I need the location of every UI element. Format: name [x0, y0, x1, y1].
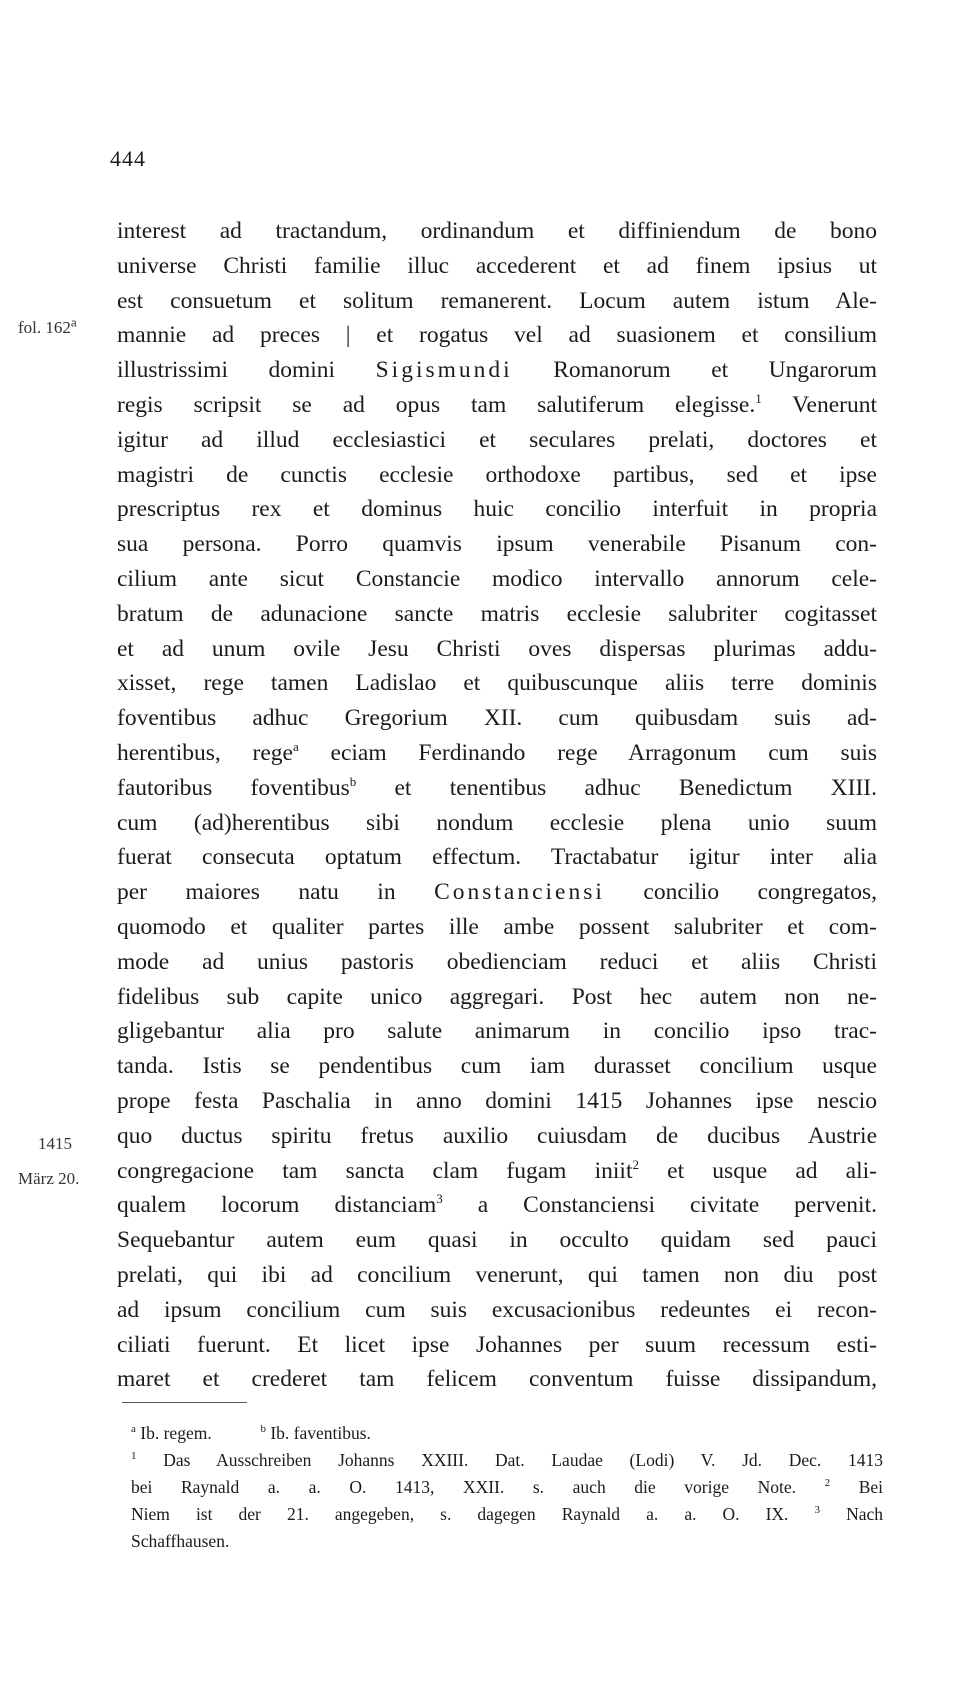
text-line: est consuetum et solitum remanerent. Locum autem istum Ale-	[117, 287, 877, 314]
text-segment: a Constanciensi civitate pervenit.	[442, 1192, 877, 1219]
text-segment: regis scripsit se ad opus tam salutiferum elegisse.	[117, 391, 756, 418]
text-line: fidelibus sub capite unico aggregari. Post hec autem non ne-	[117, 983, 877, 1010]
text-line: foventibus adhuc Gregorium XII. cum quibusdam suis ad-	[117, 705, 877, 732]
text-line: cum (ad)herentibus sibi nondum ecclesie plena unio suum	[117, 809, 877, 836]
text-line	[117, 875, 877, 910]
footnote-marker: 1	[131, 1450, 137, 1463]
text-line: ciliati fuerunt. Et licet ipse Johannes per suum recessum esti-	[117, 1331, 877, 1358]
footnote-text: Das Ausschreiben Johanns XXIII. Dat. Laudae (Lodi) V. Jd. Dec. 1413	[163, 1450, 883, 1470]
footnote-line	[131, 1501, 883, 1528]
text-segment: congregacione tam sancta clam fugam iniit	[117, 1157, 633, 1184]
text-line: Sequebantur autem eum quasi in occulto quidam sed pauci	[117, 1227, 877, 1254]
text-line: prelati, qui ibi ad concilium venerunt, qui tamen non diu post	[117, 1261, 877, 1288]
text-line: prope festa Paschalia in anno domini 1415 Johannes ipse nescio	[117, 1087, 877, 1114]
spaced-name: Sigismundi	[375, 357, 513, 384]
text-line: xisset, rege tamen Ladislao et quibuscunque aliis terre dominis	[117, 670, 877, 697]
footnote-ref: 2	[632, 1156, 639, 1172]
text-line: mode ad unius pastoris obedienciam reduci et aliis Christi	[117, 948, 877, 975]
text-line: cilium ante sicut Constancie modico intervallo annorum cele-	[117, 565, 877, 592]
page-number: 444	[110, 146, 146, 171]
text-line	[117, 1154, 877, 1189]
footnote-text: bei Raynald a. a. O. 1413, XXII. s. auch die vorige Note.	[131, 1477, 796, 1497]
text-line: maret et crederet tam felicem conventum fuisse dissipandum,	[117, 1366, 877, 1393]
text-line: bratum de adunacione sancte matris ecclesie salubriter cogitasset	[117, 600, 877, 627]
margin-folio-note	[18, 314, 77, 338]
footnote-ref: 1	[755, 391, 762, 407]
text-segment: fautoribus foventibus	[117, 774, 350, 801]
text-segment: per maiores natu in	[117, 879, 435, 906]
text-line: quomodo et qualiter partes ille ambe possent salubriter et com-	[117, 913, 877, 940]
text-line: quo ductus spiritu fretus auxilio cuiusdam de ducibus Austrie	[117, 1122, 877, 1149]
text-line: gligebantur alia pro salute animarum in concilio ipso trac-	[117, 1018, 877, 1045]
text-segment: et usque ad ali-	[638, 1157, 877, 1184]
text-line: sua persona. Porro quamvis ipsum venerabile Pisanum con-	[117, 531, 877, 558]
margin-date-note: März 20.	[18, 1169, 80, 1188]
text-segment: qualem locorum distanciam	[117, 1192, 437, 1219]
text-line: et ad unum ovile Jesu Christi oves dispersas plurimas addu-	[117, 635, 877, 662]
footnote-ref: a	[292, 739, 299, 755]
text-line	[117, 353, 877, 388]
text-segment: eciam Ferdinando rege Arragonum cum suis	[298, 739, 878, 766]
footnote-marker: b	[260, 1423, 266, 1436]
text-line	[117, 388, 877, 423]
footnote-text: Ib. faventibus.	[270, 1423, 371, 1443]
folio-marker: a	[70, 314, 77, 330]
text-line: interest ad tractandum, ordinandum et diffiniendum de bono	[117, 218, 877, 244]
footnote-line	[131, 1420, 883, 1447]
footnote-line	[131, 1474, 883, 1501]
text-segment: concilio congregatos,	[604, 879, 877, 906]
text-segment: illustrissimi domini	[117, 357, 376, 384]
footnote-marker: 2	[824, 1477, 831, 1490]
footnote-ref: b	[349, 773, 357, 789]
footnote-text: Niem ist der 21. angegeben, s. dagegen Raynald a. a. O. IX.	[131, 1504, 789, 1524]
text-line: prescriptus rex et dominus huic concilio interfuit in propria	[117, 496, 877, 523]
footnote-marker: a	[131, 1423, 136, 1436]
footnote-line: Schaffhausen.	[131, 1531, 230, 1551]
footnotes	[131, 1420, 883, 1555]
text-line	[117, 1188, 877, 1223]
text-line: fuerat consecuta optatum effectum. Tractabatur igitur inter alia	[117, 844, 877, 871]
folio-label: fol. 162	[18, 318, 71, 337]
footnote-marker: 3	[814, 1504, 820, 1517]
text-line: magistri de cunctis ecclesie orthodoxe partibus, sed et ipse	[117, 461, 877, 488]
footnote-text: Nach	[846, 1504, 883, 1524]
main-text	[117, 214, 877, 1397]
footnote-ref: 3	[436, 1191, 443, 1207]
text-segment: Venerunt	[761, 391, 877, 418]
margin-year-note: 1415	[38, 1134, 72, 1153]
text-line: universe Christi familie illuc accederent et ad finem ipsius ut	[117, 252, 877, 279]
spaced-name: Constanciensi	[434, 879, 605, 906]
footnote-text: Bei	[858, 1477, 884, 1497]
text-line	[117, 736, 877, 771]
footnote-text: Ib. regem.	[140, 1423, 212, 1443]
footnote-rule	[122, 1402, 247, 1403]
text-segment: et tenentibus adhuc Benedictum XIII.	[356, 774, 878, 801]
footnote-line	[131, 1447, 883, 1474]
text-line: mannie ad preces | et rogatus vel ad suasionem et consilium	[117, 322, 877, 349]
text-line: ad ipsum concilium cum suis excusacionibus redeuntes ei recon-	[117, 1296, 877, 1323]
text-line: igitur ad illud ecclesiastici et seculares prelati, doctores et	[117, 426, 877, 453]
text-line: tanda. Istis se pendentibus cum iam durasset concilium usque	[117, 1053, 877, 1080]
text-segment: herentibus, rege	[117, 739, 293, 766]
text-line	[117, 771, 877, 806]
text-segment: Romanorum et Ungarorum	[512, 357, 877, 384]
